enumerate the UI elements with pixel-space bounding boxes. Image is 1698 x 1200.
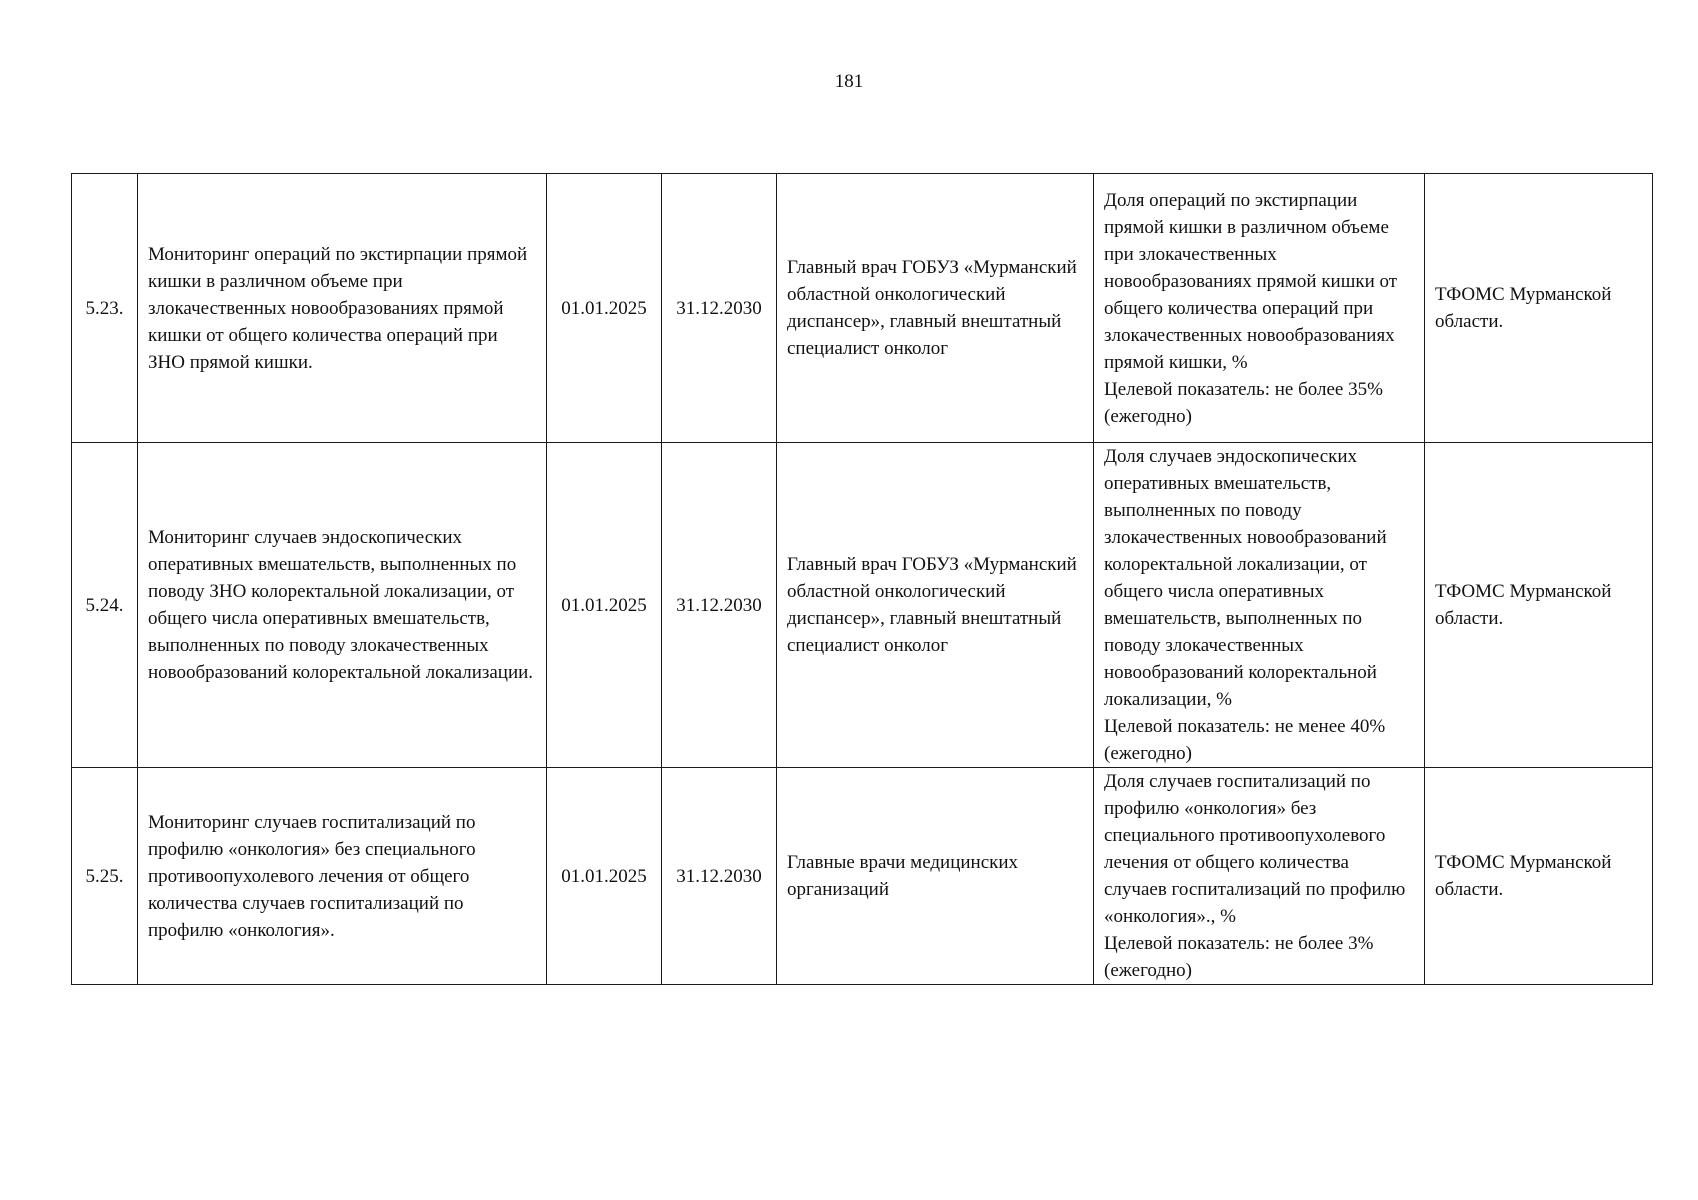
table-row <box>72 443 1653 768</box>
end-date: 31.12.2030 <box>662 443 777 768</box>
start-date: 01.01.2025 <box>547 768 662 985</box>
responsible-cell: Главный врач ГОБУЗ «Мурманский областной онкологический диспансер», главный внештатный специалист онколог <box>777 443 1094 768</box>
indicator-text: Доля случаев госпитализаций по профилю «онкология» без специального противоопухолевого лечения от общего количества случаев госпитализаций по профилю «онкология»., % <box>1104 771 1406 927</box>
target-value: Целевой показатель: не более 35% (ежегодно) <box>1104 378 1383 427</box>
indicator-text: Доля операций по экстирпации прямой кишки в различном объеме при злокачественных новообразованиях прямой кишки от общего количества операций при злокачественных новообразованиях прямой кишки, % <box>1104 189 1398 373</box>
target-value: Целевой показатель: не менее 40% (ежегодно) <box>1104 716 1386 764</box>
item-number: 5.25. <box>72 768 138 985</box>
end-date: 31.12.2030 <box>662 768 777 985</box>
item-number: 5.24. <box>72 443 138 768</box>
item-number: 5.23. <box>72 174 138 443</box>
indicator-text: Доля случаев эндоскопических оперативных вмешательств, выполненных по поводу злокачественных новообразований колоректальной локализации, от общего числа оперативных вмешательств, выполненных по поводу злокачественных новообразований колоректальной локализации, % <box>1104 446 1387 710</box>
table-row <box>72 174 1653 443</box>
start-date: 01.01.2025 <box>547 443 662 768</box>
table-row <box>72 768 1653 985</box>
activity-cell: Мониторинг операций по экстирпации прямой кишки в различном объеме при злокачественных новообразованиях прямой кишки от общего количества операций при ЗНО прямой кишки. <box>138 174 547 443</box>
indicator-cell <box>1094 768 1425 985</box>
responsible-cell: Главные врачи медицинских организаций <box>777 768 1094 985</box>
action-plan-table <box>71 173 1653 985</box>
page-number: 181 <box>834 71 864 92</box>
end-date: 31.12.2030 <box>662 174 777 443</box>
start-date: 01.01.2025 <box>547 174 662 443</box>
indicator-cell <box>1094 174 1425 443</box>
executor-cell: ТФОМС Мурманской области. <box>1425 174 1653 443</box>
target-value: Целевой показатель: не более 3% (ежегодно) <box>1104 933 1374 981</box>
responsible-cell: Главный врач ГОБУЗ «Мурманский областной онкологический диспансер», главный внештатный специалист онколог <box>777 174 1094 443</box>
activity-cell: Мониторинг случаев госпитализаций по профилю «онкология» без специального противоопухолевого лечения от общего количества случаев госпитализаций по профилю «онкология». <box>138 768 547 985</box>
indicator-cell <box>1094 443 1425 768</box>
executor-cell: ТФОМС Мурманской области. <box>1425 443 1653 768</box>
activity-cell: Мониторинг случаев эндоскопических оперативных вмешательств, выполненных по поводу ЗНО колоректальной локализации, от общего числа оперативных вмешательств, выполненных по поводу злокачественных новообразований колоректальной локализации. <box>138 443 547 768</box>
executor-cell: ТФОМС Мурманской области. <box>1425 768 1653 985</box>
